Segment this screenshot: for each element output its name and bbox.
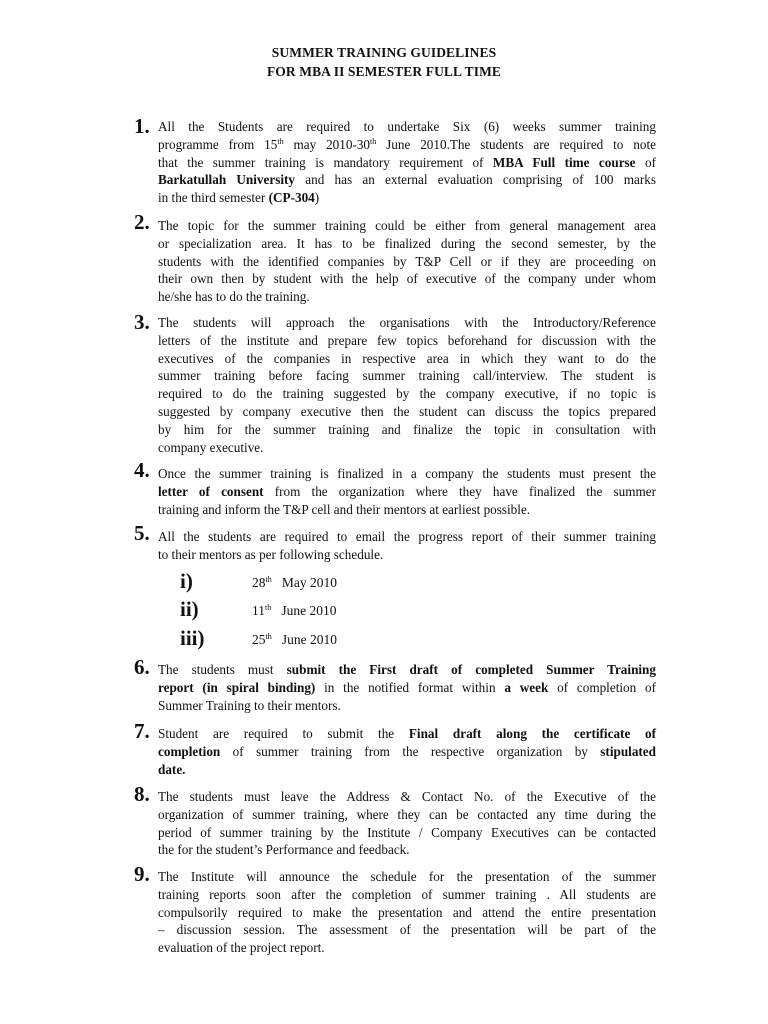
p7-bold: date. <box>158 761 186 777</box>
p3-line: required to do the training suggested by the company executive, if no topic is <box>158 386 656 402</box>
item-number-3: 3. <box>134 310 150 334</box>
item-number-8: 8. <box>134 782 150 806</box>
p6-bold: report (in spiral binding) <box>158 679 316 695</box>
paragraph-4 <box>158 465 656 518</box>
paragraph-9 <box>158 868 656 957</box>
p1-sup: th <box>370 136 377 146</box>
p1-bold: MBA Full time course <box>492 154 636 170</box>
p7-bold: Final draft along the certificate of <box>408 726 656 741</box>
p9-line: compulsorily required to make the presentation and attend the entire presentation <box>158 904 656 920</box>
item-number-9: 9. <box>134 862 150 886</box>
p9-line: training reports soon after the completion of summer training . All students are <box>158 886 656 902</box>
p1-text: that the summer training is mandatory requirement of <box>158 154 493 170</box>
p2-line: The topic for the summer training could be either from general management area <box>158 218 656 233</box>
p2-line: their own then by student with the help of executive of the company under whom <box>158 271 656 287</box>
schedule-month: June 2010 <box>281 603 337 618</box>
schedule-sup: th <box>265 632 272 641</box>
paragraph-8 <box>158 788 656 859</box>
item-number-1: 1. <box>134 114 150 138</box>
p6-bold: submit the First draft of completed Summer Training <box>286 662 656 677</box>
p4-line <box>158 483 656 501</box>
p6-line <box>158 661 656 679</box>
p4-text: from the organization where they have finalized the summer <box>263 483 656 499</box>
schedule-day: 11 <box>252 603 265 618</box>
p1-text: June 2010.The students are required to note <box>376 136 656 152</box>
p8-line: The students must leave the Address & Contact No. of the Executive of the <box>158 789 656 804</box>
p9-line: The Institute will announce the schedule for the presentation of the summer <box>158 869 656 884</box>
p6-text: of completion of <box>548 679 656 695</box>
p2-line: or specialization area. It has to be finalized during the second semester, by the <box>158 235 656 251</box>
p8-line: the for the student’s Performance and feedback. <box>158 842 410 858</box>
p1-text: in the third semester <box>158 190 269 206</box>
schedule-month: June 2010 <box>281 632 337 647</box>
schedule-sup: th <box>265 603 272 612</box>
p1-text: may 2010-30 <box>283 136 371 152</box>
p1-line <box>158 154 656 172</box>
item-number-2: 2. <box>134 210 150 234</box>
p1-line <box>158 171 656 189</box>
p5-line: to their mentors as per following schedule. <box>158 546 384 562</box>
p9-line: – discussion session. The assessment of the presentation will be part of the <box>158 922 656 938</box>
title-line-2: FOR MBA II SEMESTER FULL TIME <box>266 64 502 79</box>
p7-text: Student are required to submit the <box>158 726 409 741</box>
p3-line: by him for the summer training and finalize the topic in consultation with <box>158 421 656 437</box>
title-line-1: SUMMER TRAINING GUIDELINES <box>271 45 497 60</box>
paragraph-5 <box>158 528 656 564</box>
p6-line: Summer Training to their mentors. <box>158 697 341 713</box>
p7-line <box>158 743 656 761</box>
p1-sup: th <box>277 136 284 146</box>
schedule-roman-2: ii) <box>180 597 199 621</box>
p3-line: letters of the institute and prepare few topics beforehand for discussion with the <box>158 332 656 348</box>
p7-line <box>158 761 656 779</box>
p5-line: All the students are required to email the progress report of their summer training <box>158 529 656 544</box>
p4-line: Once the summer training is finalized in a company the students must present the <box>158 466 656 481</box>
p3-line: The students will approach the organisations with the Introductory/Reference <box>158 315 656 330</box>
p7-bold: stipulated <box>600 743 656 759</box>
p6-text: The students must <box>158 662 287 677</box>
p3-line: summer training before facing summer training call/interview. The student is <box>158 368 656 384</box>
paragraph-3 <box>158 314 656 456</box>
p3-line: company executive. <box>158 439 264 455</box>
schedule-day: 25 <box>252 632 266 647</box>
p2-line: students with the identified companies by T&P Cell or if they are proceeding on <box>158 253 656 269</box>
paragraph-6 <box>158 661 656 714</box>
p1-text: and has an external evaluation comprising of 100 marks <box>295 172 656 188</box>
p7-bold: completion <box>158 743 221 759</box>
p1-bold: (CP-304 <box>268 190 315 206</box>
item-number-5: 5. <box>134 521 150 545</box>
p7-text: of summer training from the respective organization by <box>220 743 601 759</box>
p1-bold: Barkatullah University <box>158 172 295 188</box>
p1-line <box>158 136 656 154</box>
p7-line <box>158 725 656 743</box>
schedule-roman-3: iii) <box>180 626 205 650</box>
p8-line: organization of summer training, where they can be contacted any time during the <box>158 806 656 822</box>
schedule-month: May 2010 <box>281 575 337 590</box>
p6-text: in the notified format within <box>315 679 505 695</box>
item-number-7: 7. <box>134 719 150 743</box>
schedule-date-3 <box>252 630 337 650</box>
paragraph-1 <box>158 118 656 207</box>
p1-line: All the Students are required to undertake Six (6) weeks summer training <box>158 119 656 134</box>
schedule-roman-1: i) <box>180 569 193 593</box>
schedule-day: 28 <box>252 575 266 590</box>
schedule-date-1 <box>252 573 337 593</box>
schedule-date-2 <box>252 601 336 621</box>
p1-text: of <box>635 154 656 170</box>
paragraph-7 <box>158 725 656 778</box>
p2-line: he/she has to do the training. <box>158 289 310 305</box>
p8-line: period of summer training by the Institute / Company Executives can be contacted <box>158 824 656 840</box>
p6-bold: a week <box>504 679 549 695</box>
schedule-sup: th <box>265 575 272 584</box>
p1-line <box>158 189 656 207</box>
p3-line: suggested by company executive then the student can discuss the topics prepared <box>158 403 656 419</box>
p9-line: evaluation of the project report. <box>158 940 325 956</box>
item-number-6: 6. <box>134 655 150 679</box>
p4-line: training and inform the T&P cell and their mentors at earliest possible. <box>158 501 531 517</box>
p1-text: programme from 15 <box>158 136 278 152</box>
paragraph-2 <box>158 217 656 306</box>
p1-text: ) <box>314 190 320 206</box>
p4-bold: letter of consent <box>158 483 264 499</box>
item-number-4: 4. <box>134 458 150 482</box>
p6-line <box>158 679 656 697</box>
p3-line: executives of the companies in respective area in which they want to do the <box>158 350 656 366</box>
